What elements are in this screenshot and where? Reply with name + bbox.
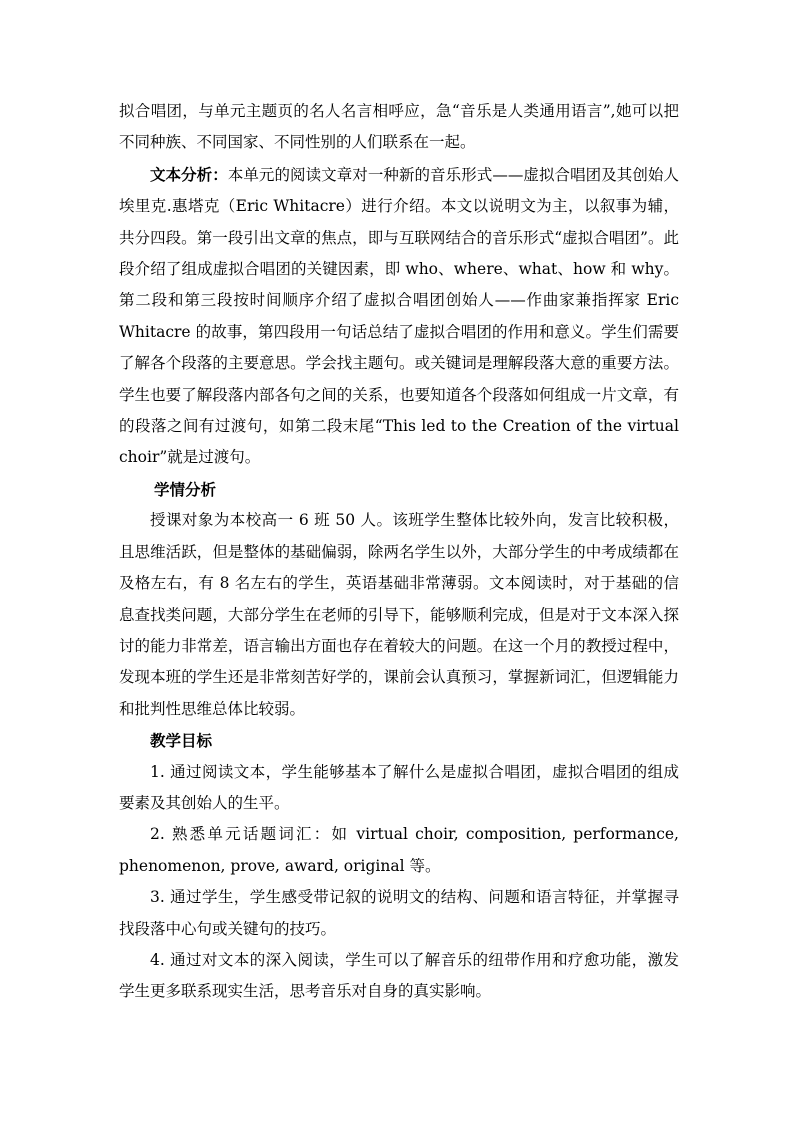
goal-item-4: 4. 通过对文本的深入阅读，学生可以了解音乐的纽带作用和疗愈功能，激发学生更多联系现实生活，思考音乐对自身的真实影响。 (119, 950, 679, 1001)
document-body (119, 96, 679, 1008)
heading-teaching-goals: 教学目标 (150, 731, 213, 751)
paragraph-text-analysis (119, 159, 679, 474)
goal-item-2: 2. 熟悉单元话题词汇：如 virtual choir, composition, performance, phenomenon, prove, award, original 等。 (119, 825, 679, 875)
goal-item-1: 1. 通过阅读文本，学生能够基本了解什么是虚拟合唱团，虚拟合唱团的组成要素及其创始人的生平。 (119, 762, 679, 812)
text-analysis-body: 本单元的阅读文章对一种新的音乐形式——虚拟合唱团及其创始人埃里克.惠塔克（Eric Whitacre）进行介绍。本文以说明文为主，以叙事为辅，共分四段。第一段引出文章的焦点，即与互联网结合的音乐形式“虚拟合唱团”。此段介绍了组成虚拟合唱团的关键因素，即 who、where、what、how 和 why。第二段和第三段按时间顺序介绍了虚拟合唱团创始人——作曲家兼指挥家 Eric Whitacre 的故事，第四段用一句话总结了虚拟合唱团的作用和意义。学生们需要了解各个段落的主要意思。学会找主题句。或关键词是理解段落大意的重要方法。学生也要了解段落内部各句之间的关系，也要知道各个段落如何组成一片文章，有的段落之间有过渡句，如第二段末尾“This led to the Creation of the virtual choir”就是过渡句。 (119, 165, 679, 467)
heading-student-analysis: 学情分析 (154, 479, 217, 499)
paragraph-intro-end: 拟合唱团，与单元主题页的名人名言相呼应，急“音乐是人类通用语言”,她可以把不同种族、不同国家、不同性别的人们联系在一起。 (119, 102, 679, 152)
paragraph-student-analysis: 授课对象为本校高一 6 班 50 人。该班学生整体比较外向，发言比较积极，且思维活跃，但是整体的基础偏弱，除两名学生以外，大部分学生的中考成绩都在及格左右，有 8 名左右的学生，英语基础非常薄弱。文本阅读时，对于基础的信息查找类问题，大部分学生在老师的引导下，能够顺利完成，但是对于文本深入探讨的能力非常差，语言输出方面也存在着较大的问题。在这一个月的教授过程中，发现本班的学生还是非常刻苦好学的，课前会认真预习，掌握新词汇，但逻辑能力和批判性思维总体比较弱。 (119, 511, 679, 718)
text-analysis-label: 文本分析： (150, 164, 228, 184)
goal-item-3: 3. 通过学生，学生感受带记叙的说明文的结构、问题和语言特征，并掌握寻找段落中心句或关键句的技巧。 (119, 888, 679, 938)
